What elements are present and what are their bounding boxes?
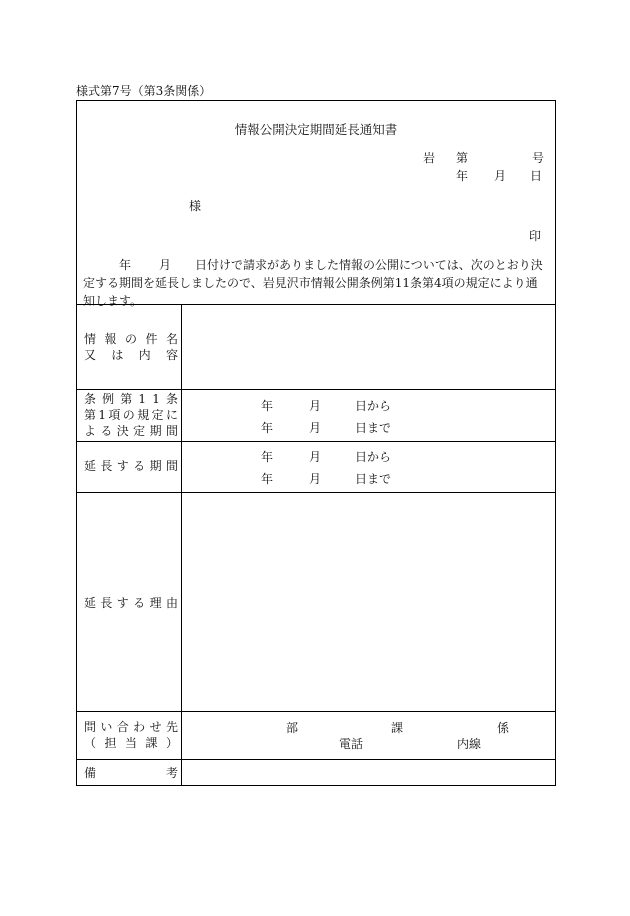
label-char: 決 — [116, 424, 129, 438]
label-contact — [84, 719, 178, 751]
label-char: 考 — [165, 766, 178, 780]
extend-to-month: 月 — [309, 472, 322, 486]
label-char: 問 — [84, 720, 97, 734]
label-char: 当 — [124, 736, 137, 750]
label-char: 課 — [145, 736, 158, 750]
extend-from-year: 年 — [261, 450, 274, 464]
label-char: は — [111, 348, 124, 362]
label-char: 間 — [165, 424, 178, 438]
label-char: 期 — [149, 459, 162, 473]
label-char: 報 — [104, 332, 117, 346]
label-reason — [84, 595, 178, 611]
extend-from-month: 月 — [309, 450, 322, 464]
label-char: る — [133, 596, 146, 610]
label-char: 条 — [84, 392, 97, 406]
column-divider — [181, 304, 182, 785]
label-char: 情 — [84, 332, 97, 346]
label-char: 備 — [84, 766, 97, 780]
label-char: 由 — [165, 596, 178, 610]
label-char: す — [116, 596, 129, 610]
divider — [77, 711, 555, 712]
label-char: 定 — [133, 424, 146, 438]
contact-phone: 電話 — [339, 737, 364, 751]
label-char: 例 — [102, 392, 115, 406]
label-char: わ — [133, 720, 146, 734]
recipient-honorific: 様 — [189, 199, 202, 213]
divider — [77, 759, 555, 760]
label-char: の — [124, 332, 137, 346]
body-month: 月 — [159, 258, 172, 272]
period-to-month: 月 — [309, 421, 322, 435]
contact-section: 課 — [391, 721, 404, 735]
label-char: の — [122, 408, 135, 422]
period-to: 日まで — [355, 421, 392, 435]
label-char: 1 — [98, 408, 107, 422]
label-char: 条 — [165, 392, 178, 406]
label-char: 第 — [120, 392, 133, 406]
label-char: 間 — [165, 459, 178, 473]
document-title: 情報公開決定期間延長通知書 — [234, 122, 398, 137]
divider — [77, 304, 555, 305]
label-char: 名 — [165, 332, 178, 346]
period-from-month: 月 — [309, 399, 322, 413]
label-notes — [84, 765, 178, 781]
extend-to: 日まで — [355, 472, 392, 486]
body-text: 日付けで請求がありました情報の公開については、次のとおり決定する期間を延長しましたので、岩見沢市情報公開条例第11条第4項の規定により通知します。 — [83, 258, 543, 308]
label-char: 延 — [84, 596, 97, 610]
label-char: い — [100, 720, 113, 734]
notice-form — [76, 100, 556, 786]
label-char: す — [116, 459, 129, 473]
label-char: 長 — [100, 596, 113, 610]
form-number-label: 様式第7号（第3条関係） — [76, 84, 212, 98]
label-char: る — [133, 459, 146, 473]
period-from-year: 年 — [261, 399, 274, 413]
body-year: 年 — [119, 258, 132, 272]
label-char: 先 — [165, 720, 178, 734]
label-char: ） — [165, 736, 178, 750]
label-extend-period — [84, 458, 178, 474]
label-char: る — [100, 424, 113, 438]
extend-to-year: 年 — [261, 472, 274, 486]
label-char: 容 — [165, 348, 178, 362]
label-char: 第 — [84, 408, 97, 422]
number-suffix: 号 — [532, 151, 545, 165]
period-to-year: 年 — [261, 421, 274, 435]
label-char: 期 — [149, 424, 162, 438]
label-char: 項 — [108, 408, 121, 422]
label-char: 件 — [145, 332, 158, 346]
label-char: 理 — [149, 596, 162, 610]
extend-from: 日から — [355, 450, 392, 464]
contact-extension: 内線 — [457, 737, 482, 751]
label-char: よ — [84, 424, 97, 438]
label-char: 長 — [100, 459, 113, 473]
label-subject — [84, 331, 178, 363]
date-month: 月 — [494, 169, 507, 183]
notice-body — [83, 256, 549, 310]
label-char: 1 — [138, 392, 147, 406]
label-char: 1 — [152, 392, 160, 406]
label-char: 又 — [84, 348, 97, 362]
divider — [77, 441, 555, 442]
contact-subsection: 係 — [497, 721, 510, 735]
label-char: 規 — [137, 408, 150, 422]
contact-department: 部 — [286, 721, 299, 735]
label-char: せ — [149, 720, 162, 734]
label-char: 延 — [84, 459, 97, 473]
period-from: 日から — [355, 399, 392, 413]
divider — [77, 389, 555, 390]
label-char: 合 — [116, 720, 129, 734]
label-char: 定 — [151, 408, 164, 422]
number-prefix: 第 — [456, 151, 469, 165]
label-char: 担 — [104, 736, 117, 750]
label-char: に — [165, 408, 178, 422]
divider — [77, 492, 555, 493]
seal-mark: 印 — [529, 229, 542, 243]
label-char: 内 — [138, 348, 151, 362]
city-prefix: 岩 — [423, 151, 436, 165]
date-year: 年 — [456, 169, 469, 183]
label-decision-period — [84, 391, 178, 439]
label-char: （ — [84, 736, 97, 750]
date-day: 日 — [530, 169, 543, 183]
